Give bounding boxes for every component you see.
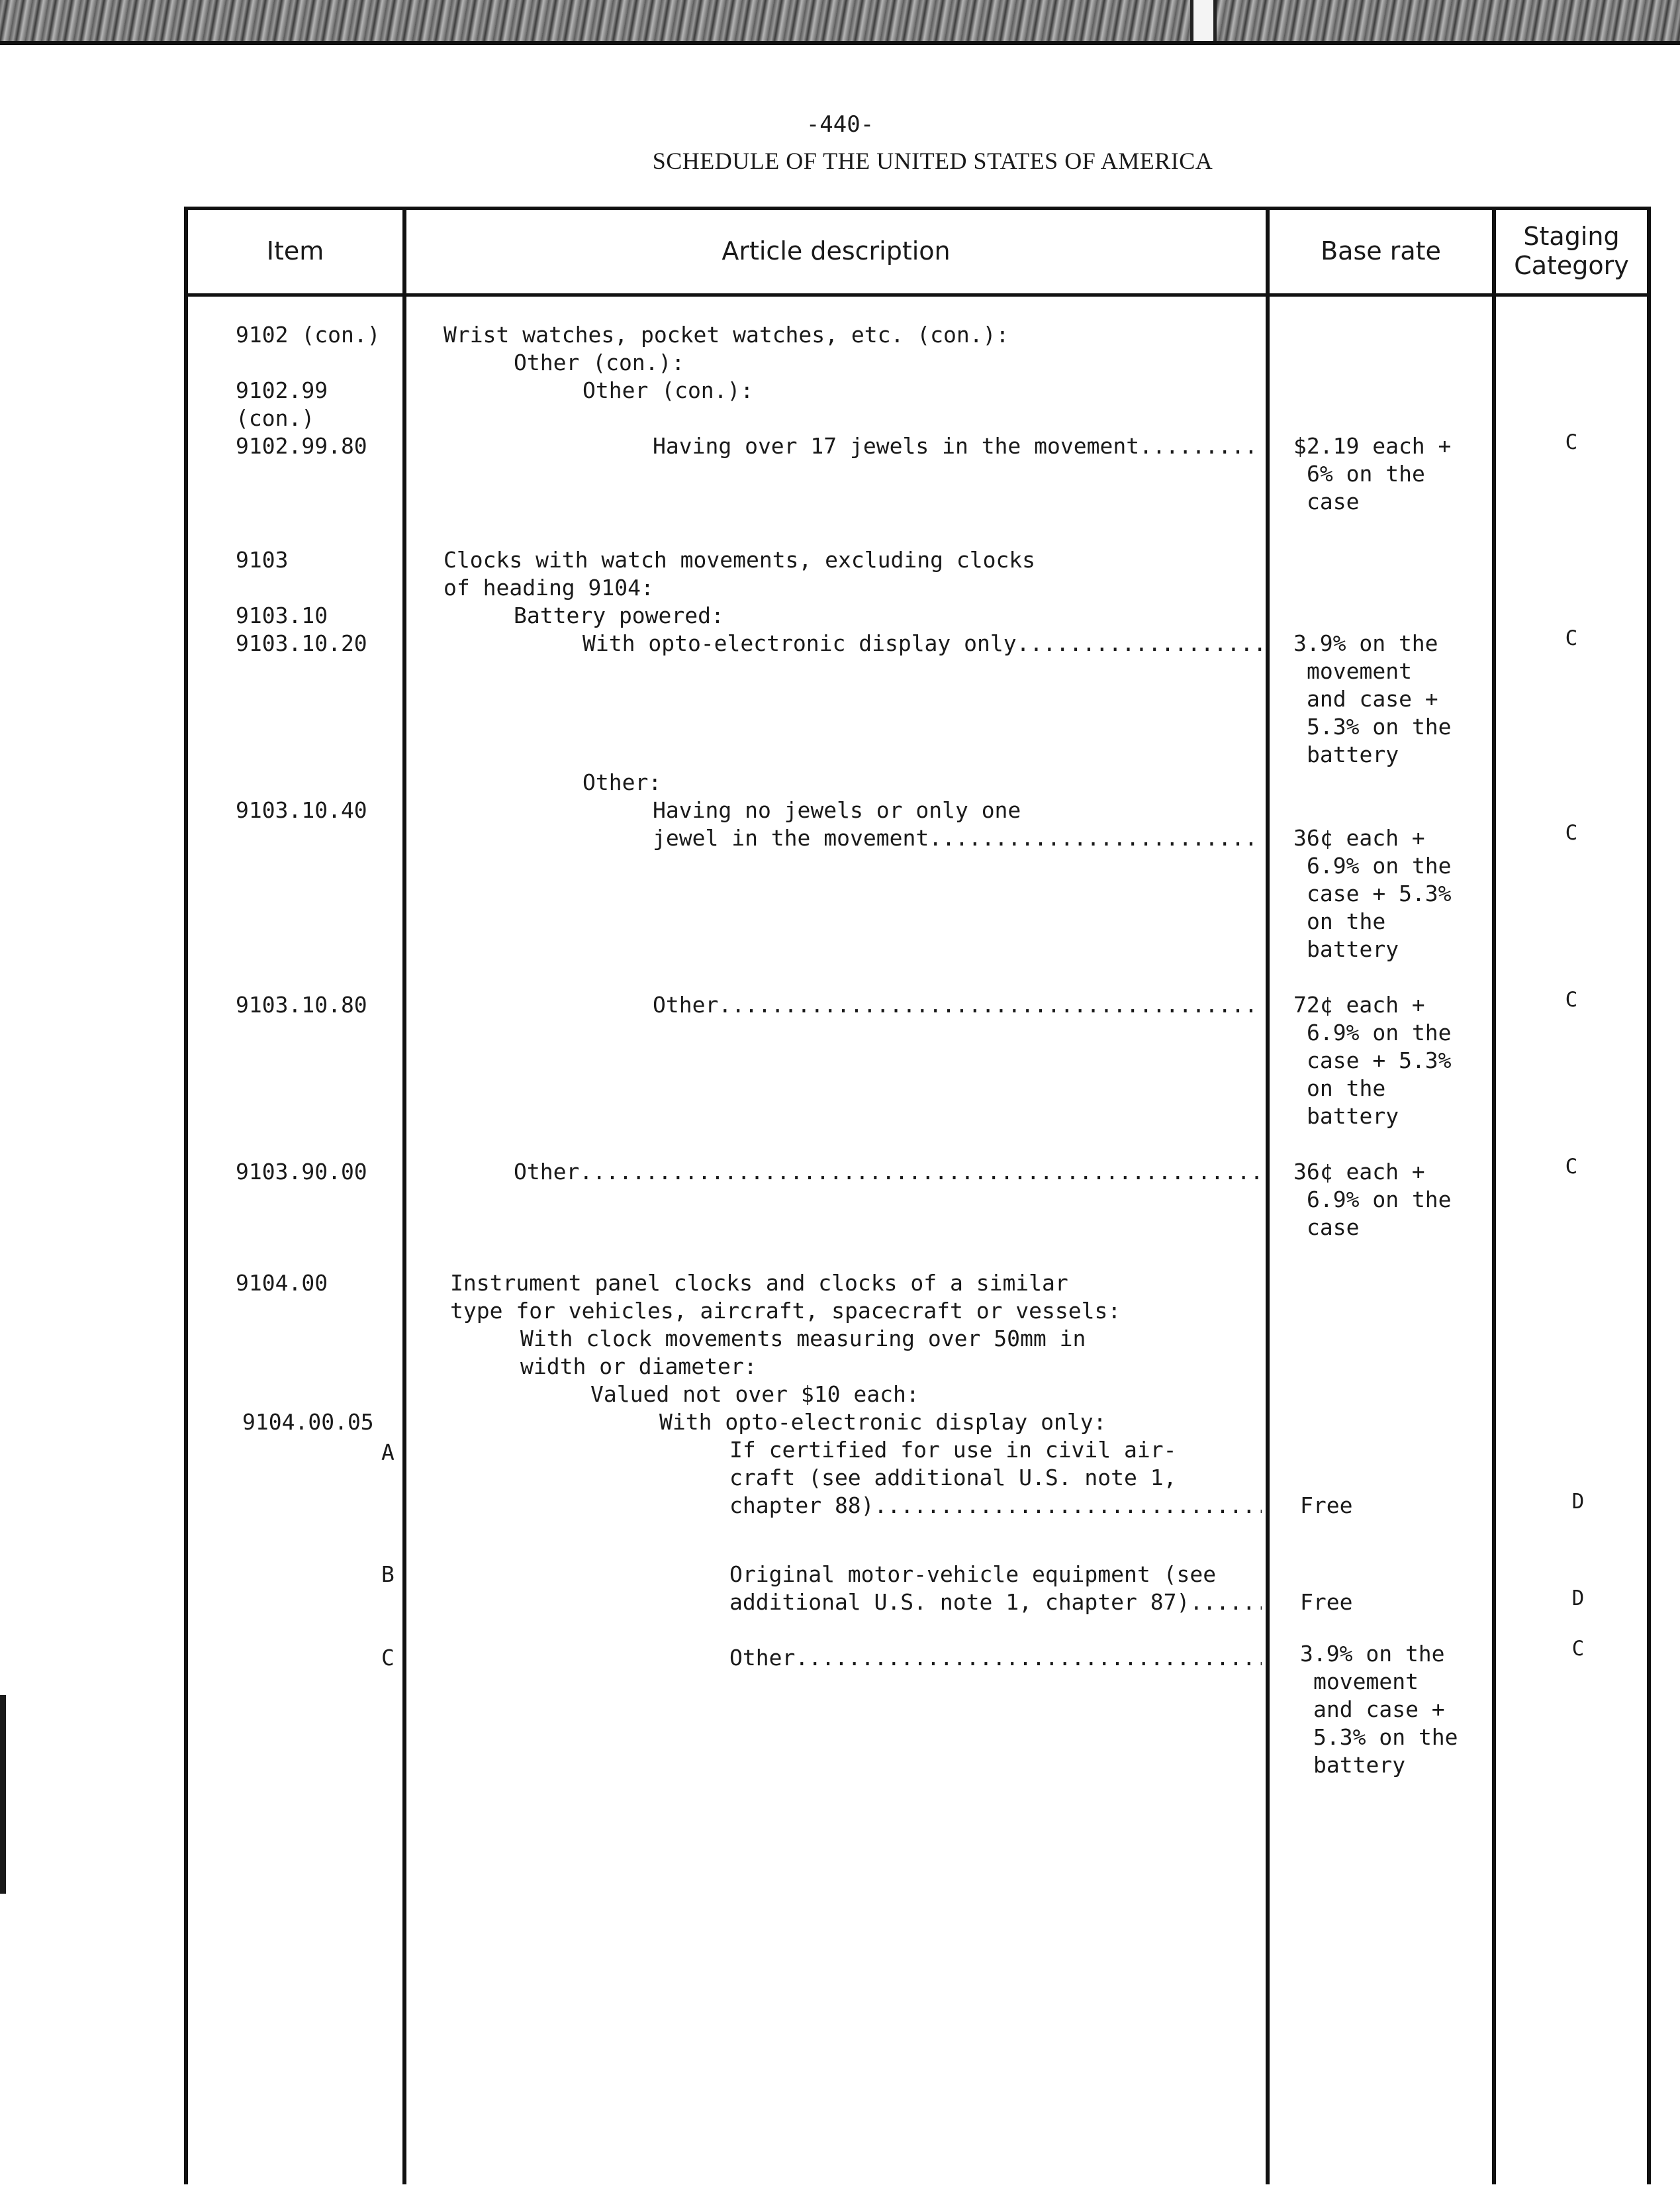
base-rate: Free (1300, 1492, 1353, 1518)
article-description: Having over 17 jewels in the movement ..... (653, 432, 1262, 460)
item-suffix: B (381, 1561, 395, 1587)
scan-mark (0, 1695, 6, 1894)
scan-gap (1190, 0, 1217, 41)
item-number: 9103 (236, 547, 289, 573)
staging-category: C (1565, 1155, 1578, 1179)
document-title: SCHEDULE OF THE UNITED STATES OF AMERICA (652, 148, 1213, 174)
staging-category: C (1565, 430, 1578, 454)
scan-edge (0, 0, 1680, 45)
staging-category: C (1565, 988, 1578, 1012)
article-description: Other ..... (653, 991, 1262, 1019)
header-staging-category (1496, 210, 1647, 293)
table-border-right (1647, 210, 1651, 2184)
article-description-continued: type for vehicles, aircraft, spacecraft or vessels: (450, 1298, 1121, 1324)
article-description: Other ..... (729, 1644, 1262, 1672)
header-base-rate: Base rate (1321, 236, 1441, 266)
staging-category: C (1565, 626, 1578, 650)
article-description: Instrument panel clocks and clocks of a similar (450, 1270, 1068, 1296)
base-rate: 36¢ each + 6.9% on the case (1293, 1159, 1452, 1240)
base-rate: $2.19 each + 6% on the case (1293, 433, 1452, 514)
article-description: Other (con.): (514, 350, 685, 375)
header-item: Item (266, 236, 324, 266)
article-description: Other: (583, 769, 662, 795)
staging-category: C (1571, 1637, 1585, 1661)
article-description: Original motor-vehicle equipment (see (729, 1561, 1217, 1587)
header-rule (184, 293, 1651, 297)
item-suffix: C (381, 1645, 395, 1671)
staging-category: C (1565, 821, 1578, 845)
article-description: Wrist watches, pocket watches, etc. (con.): (443, 322, 1009, 348)
column-divider-description (1266, 210, 1270, 2184)
header-staging-line1: Staging (1523, 222, 1620, 252)
header-description: Article description (722, 236, 951, 266)
column-divider-rate (1492, 210, 1496, 2184)
item-number: 9104.00 (236, 1270, 328, 1296)
article-description: With clock movements measuring over 50mm in (520, 1326, 1086, 1351)
article-description: Other ..... (514, 1158, 1262, 1186)
article-description-continued: of heading 9104: (443, 575, 654, 601)
article-description: Battery powered: (514, 603, 724, 628)
article-description: With opto-electronic display only ..... (583, 630, 1262, 657)
page-number: -440- (806, 111, 874, 138)
article-description: Clocks with watch movements, excluding clocks (443, 547, 1036, 573)
base-rate: 3.9% on the movement and case + 5.3% on the battery (1300, 1641, 1458, 1778)
article-description-continued: craft (see additional U.S. note 1, (729, 1465, 1177, 1490)
item-number-continued: (con.) (236, 405, 315, 431)
staging-category: D (1571, 1586, 1585, 1610)
item-number: 9104.00.05 (242, 1409, 374, 1435)
article-description: If certified for use in civil air- (729, 1437, 1177, 1463)
article-description-continued: jewel in the movement ..... (653, 824, 1262, 852)
base-rate: 72¢ each + 6.9% on the case + 5.3% on the battery (1293, 992, 1452, 1129)
base-rate: 36¢ each + 6.9% on the case + 5.3% on the battery (1293, 825, 1452, 962)
item-number: 9103.10 (236, 603, 328, 628)
item-number: 9103.10.40 (236, 797, 367, 823)
staging-category: D (1571, 1490, 1585, 1514)
article-description-continued: width or diameter: (520, 1353, 757, 1379)
base-rate: 3.9% on the movement and case + 5.3% on the battery (1293, 630, 1452, 767)
item-number: 9102.99 (236, 377, 328, 403)
item-number: 9102 (con.) (236, 322, 381, 348)
article-description: Valued not over $10 each: (590, 1381, 919, 1407)
item-number: 9103.10.20 (236, 630, 367, 656)
item-number: 9103.10.80 (236, 992, 367, 1018)
header-staging-line2: Category (1514, 251, 1629, 280)
column-divider-item (402, 210, 406, 2184)
item-suffix: A (381, 1439, 395, 1465)
article-description: Other (con.): (583, 377, 754, 403)
item-number: 9102.99.80 (236, 433, 367, 459)
article-description-continued: additional U.S. note 1, chapter 87) ..... (729, 1588, 1262, 1616)
table-border-left (184, 210, 188, 2184)
article-description: With opto-electronic display only: (659, 1409, 1107, 1435)
article-description-continued: chapter 88) ..... (729, 1492, 1262, 1520)
item-number: 9103.90.00 (236, 1159, 367, 1185)
base-rate: Free (1300, 1589, 1353, 1615)
schedule-table (184, 207, 1651, 2184)
article-description: Having no jewels or only one (653, 797, 1021, 823)
